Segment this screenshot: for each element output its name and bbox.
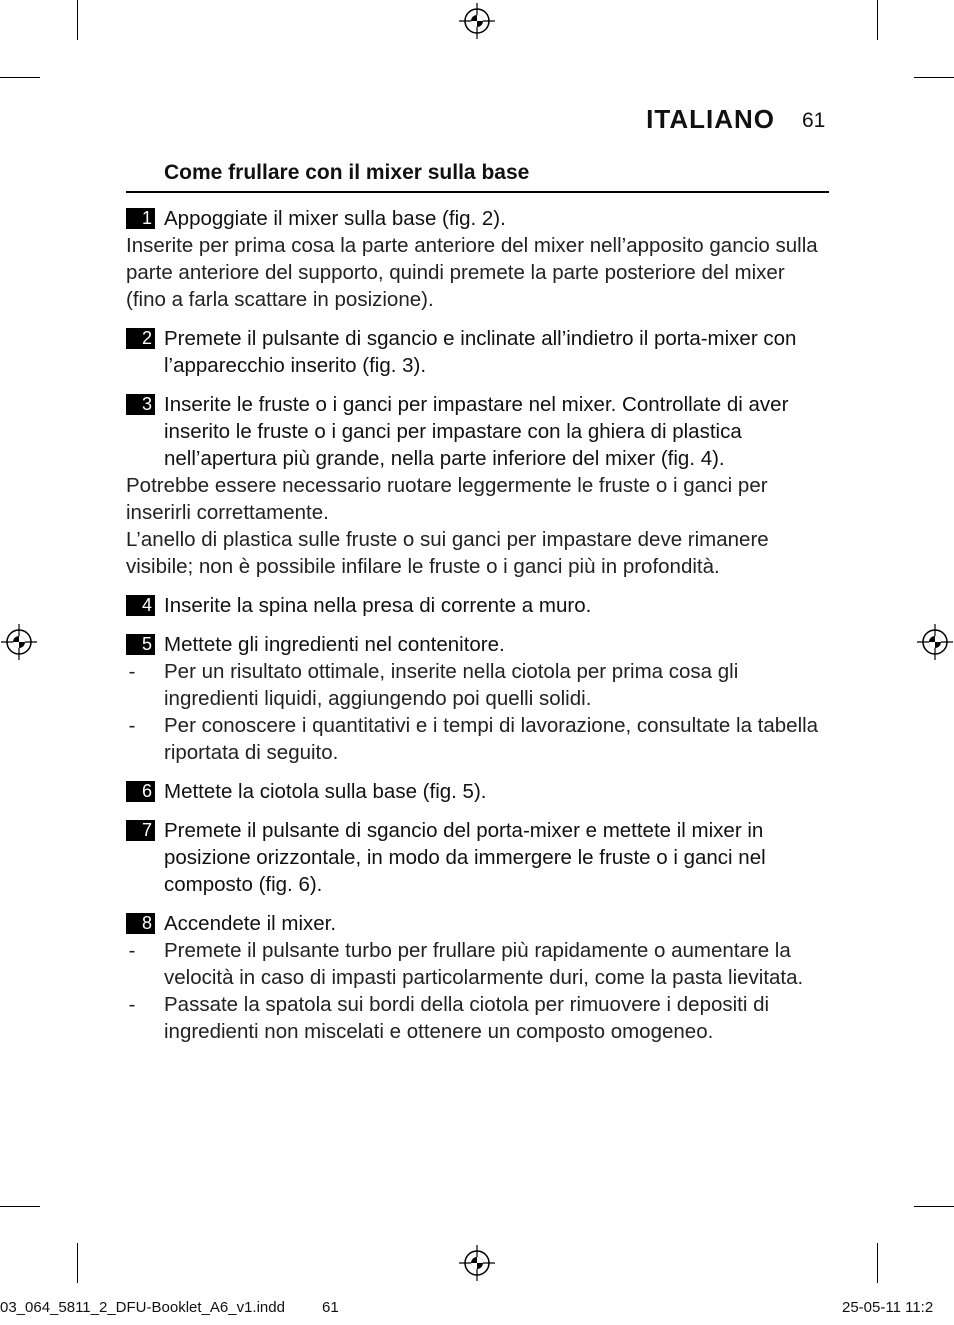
- crop-mark: [77, 0, 78, 40]
- step-number-badge: 3: [126, 394, 155, 415]
- crop-mark: [914, 1206, 954, 1207]
- bullet-item: [126, 712, 829, 766]
- step-number-badge: 7: [126, 820, 155, 841]
- bullet-text: Passate la spatola sui bordi della ciotola per rimuovere i depositi di ingredienti non miscelati e ottenere un composto omogeneo.: [164, 993, 770, 1043]
- step-heading: [126, 391, 829, 472]
- step-3: [126, 391, 829, 580]
- bullet-dash-icon: -: [128, 939, 136, 962]
- step-note: Inserite per prima cosa la parte anteriore del mixer nell’apposito gancio sulla parte anteriore del supporto, quindi premete la parte posteriore del mixer (fino a farla scattare in posizione).: [126, 234, 818, 311]
- header-language: ITALIANO: [646, 104, 775, 134]
- step-heading: [126, 778, 829, 805]
- registration-mark-icon: [1, 624, 37, 660]
- step-text: Appoggiate il mixer sulla base (fig. 2).: [164, 207, 506, 230]
- step-1: [126, 205, 829, 313]
- step-5: [126, 631, 829, 766]
- steps-list: [126, 205, 829, 1045]
- step-text: Mettete gli ingredienti nel contenitore.: [164, 633, 505, 656]
- step-heading: [126, 910, 829, 937]
- crop-mark: [77, 1243, 78, 1283]
- step-number-badge: 5: [126, 634, 155, 655]
- step-note: L’anello di plastica sulle fruste o sui ganci per impastare deve rimanere visibile; non è possibile infilare le fruste o i ganci più in profondità.: [126, 528, 769, 578]
- step-text: Premete il pulsante di sgancio del porta-mixer e mettete il mixer in posizione orizzontale, in modo da immergere le fruste o i ganci nel composto (fig. 6).: [164, 819, 766, 896]
- step-number-badge: 8: [126, 913, 155, 934]
- step-heading: [126, 592, 829, 619]
- step-text: Accendete il mixer.: [164, 912, 337, 935]
- crop-mark: [877, 1243, 878, 1283]
- registration-mark-icon: [459, 1245, 495, 1281]
- step-7: [126, 817, 829, 898]
- step-number-badge: 4: [126, 595, 155, 616]
- step-number-badge: 6: [126, 781, 155, 802]
- section-title: Come frullare con il mixer sulla base: [126, 160, 829, 193]
- step-text: Inserite le fruste o i ganci per impastare nel mixer. Controllate di aver inserito le fruste o i ganci per impastare con la ghiera di plastica nell’apertura più grande, nella parte inferiore del mixer (fig. 4).: [164, 393, 789, 470]
- step-4: [126, 592, 829, 619]
- step-number-badge: 1: [126, 208, 155, 229]
- page-number: 61: [802, 109, 826, 132]
- bullet-text: Per un risultato ottimale, inserite nella ciotola per prima cosa gli ingredienti liquidi, aggiungendo poi quelli solidi.: [164, 660, 739, 710]
- step-heading: [126, 631, 829, 658]
- crop-mark: [877, 0, 878, 40]
- bullet-dash-icon: -: [128, 660, 136, 683]
- crop-mark: [914, 77, 954, 78]
- step-heading: [126, 205, 829, 232]
- crop-mark: [0, 1206, 40, 1207]
- bullet-dash-icon: -: [128, 714, 136, 737]
- step-text: Inserite la spina nella presa di corrente a muro.: [164, 594, 592, 617]
- bullet-item: [126, 658, 829, 712]
- step-text: Premete il pulsante di sgancio e inclinate all’indietro il porta-mixer con l’apparecchio inserito (fig. 3).: [164, 327, 797, 377]
- crop-mark: [0, 77, 40, 78]
- bullet-item: [126, 991, 829, 1045]
- step-6: [126, 778, 829, 805]
- footer-filename: 03_064_5811_2_DFU-Booklet_A6_v1.indd: [0, 1299, 285, 1316]
- step-heading: [126, 325, 829, 379]
- registration-mark-icon: [917, 624, 953, 660]
- main-content: [126, 160, 829, 1045]
- step-heading: [126, 817, 829, 898]
- registration-mark-icon: [459, 3, 495, 39]
- step-number-badge: 2: [126, 328, 155, 349]
- footer-page: 61: [322, 1299, 339, 1316]
- step-2: [126, 325, 829, 379]
- bullet-text: Premete il pulsante turbo per frullare più rapidamente o aumentare la velocità in caso di impasti particolarmente duri, come la pasta lievitata.: [164, 939, 804, 989]
- step-8: [126, 910, 829, 1045]
- bullet-item: [126, 937, 829, 991]
- bullet-dash-icon: -: [128, 993, 136, 1016]
- step-note: Potrebbe essere necessario ruotare leggermente le fruste o i ganci per inserirli correttamente.: [126, 474, 768, 524]
- bullet-text: Per conoscere i quantitativi e i tempi di lavorazione, consultate la tabella riportata di seguito.: [164, 714, 819, 764]
- step-text: Mettete la ciotola sulla base (fig. 5).: [164, 780, 487, 803]
- footer-date: 25-05-11 11:2: [842, 1299, 934, 1316]
